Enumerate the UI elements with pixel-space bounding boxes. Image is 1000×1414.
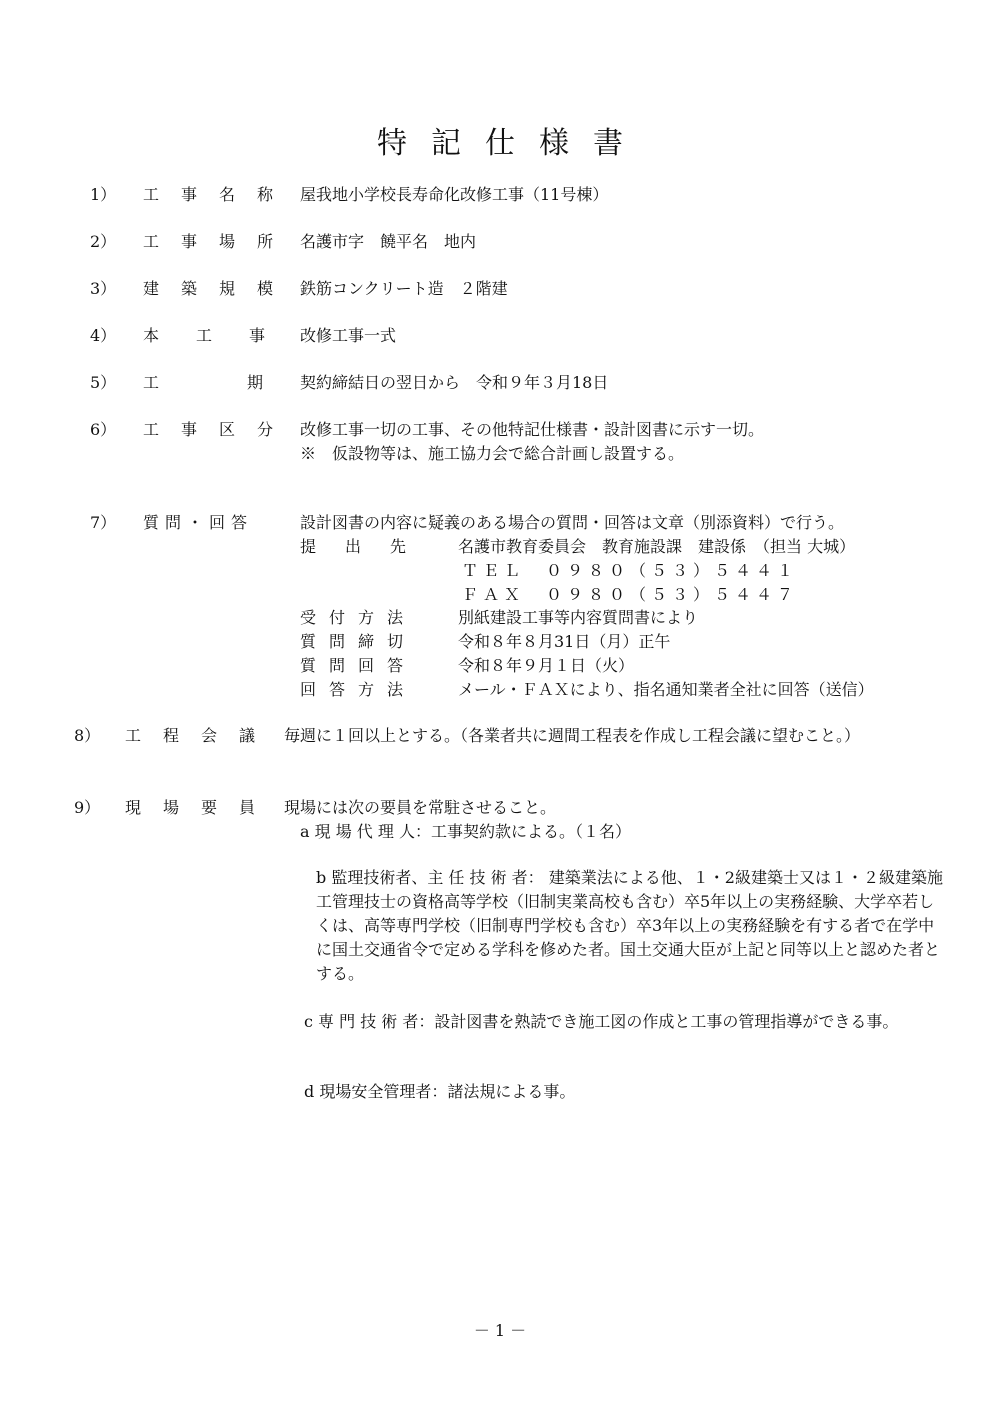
item-7-row-key: 受付方法: [300, 608, 417, 627]
page-number: － 1 －: [473, 1321, 527, 1340]
item-7-row-key: 質問締切: [300, 632, 417, 651]
item-9-sub-c: c 専 門 技 術 者：設計図書を熟読でき施工図の作成と工事の管理指導ができる事。: [304, 1012, 899, 1031]
item-7-value: 設計図書の内容に疑義のある場合の質問・回答は文章（別添資料）で行う。: [300, 513, 845, 532]
item-7-row-key: 提出先: [300, 537, 436, 556]
item-8-label: 工程会議: [125, 726, 278, 745]
item-9-number: 9）: [74, 798, 101, 817]
item-9-sub-a: a 現 場 代 理 人：工事契約款による。（１名）: [300, 822, 631, 841]
item-6-value: 改修工事一切の工事、その他特記仕様書・設計図書に示す一切。: [300, 420, 765, 439]
item-3-number: 3）: [90, 279, 117, 298]
page-title: 特記仕様書: [377, 126, 647, 161]
item-8-value: 毎週に１回以上とする。（各業者共に週間工程表を作成し工程会議に望むこと。）: [284, 726, 861, 745]
item-7-row-value: メール・ＦＡＸにより、指名通知業者全社に回答（送信）: [458, 680, 874, 699]
item-1-label-text: 工事名称: [143, 185, 296, 204]
item-7-row-key: 質問回答: [300, 656, 417, 675]
item-1-number: 1）: [90, 185, 117, 204]
item-9-sub-b: b 監理技術者、主 任 技 術 者： 建築業法による他、１・2級建築士又は１・２級建築施工管理技士の資格高等学校（旧制実業高校も含む）卒5年以上の実務経験、大学卒若しくは、高等専門学校（旧制専門学校も含む）卒3年以上の実務経験を有する者で在学中に国土交通省令で定める学科を修めた者。国土交通大臣が上記と同等以上と認めた者とする。: [316, 868, 943, 983]
item-9-label: 現場要員: [125, 798, 278, 817]
item-7-number: 7）: [90, 513, 117, 532]
item-2-label: 工事場所: [143, 232, 296, 251]
item-7-tel: ＴＥＬ ０９８０（５３）５４４１: [462, 561, 799, 580]
item-6-label: 工事区分: [143, 420, 296, 439]
item-2-value: 名護市字 饒平名 地内: [300, 232, 477, 251]
item-6-note: ※ 仮設物等は、施工協力会で総合計画し設置する。: [300, 444, 685, 463]
item-1-label: [143, 183, 296, 207]
item-7-fax: ＦＡＸ ０９８０（５３）５４４７: [462, 585, 799, 604]
item-5-label: 工期: [143, 373, 352, 392]
item-7-row-value: 令和８年８月31日（月）正午: [458, 632, 671, 651]
item-5-number: 5）: [90, 373, 117, 392]
item-7-row-value: 令和８年９月１日（火）: [458, 656, 635, 675]
item-7-label: 質問・回答: [143, 513, 254, 532]
item-9-value: 現場には次の要員を常駐させること。: [284, 798, 557, 817]
item-1-value: 屋我地小学校長寿命化改修工事（11号棟）: [300, 185, 609, 204]
item-7-row-value: 名護市教育委員会 教育施設課 建設係 （担当 大城）: [458, 537, 856, 556]
item-3-label: 建築規模: [143, 279, 296, 298]
item-7-row-value: 別紙建設工事等内容質問書により: [458, 608, 699, 627]
item-4-number: 4）: [90, 326, 117, 345]
item-7-row-key: 回答方法: [300, 680, 417, 699]
item-5-value: 契約締結日の翌日から 令和９年３月18日: [300, 373, 609, 392]
item-4-value: 改修工事一式: [300, 326, 397, 345]
item-8-number: 8）: [74, 726, 101, 745]
item-6-number: 6）: [90, 420, 117, 439]
item-2-number: 2）: [90, 232, 117, 251]
item-9-sub-d: d 現場安全管理者：諸法規による事。: [304, 1082, 576, 1101]
item-4-label: 本工事: [143, 326, 303, 345]
item-3-value: 鉄筋コンクリート造 ２階建: [300, 279, 508, 298]
